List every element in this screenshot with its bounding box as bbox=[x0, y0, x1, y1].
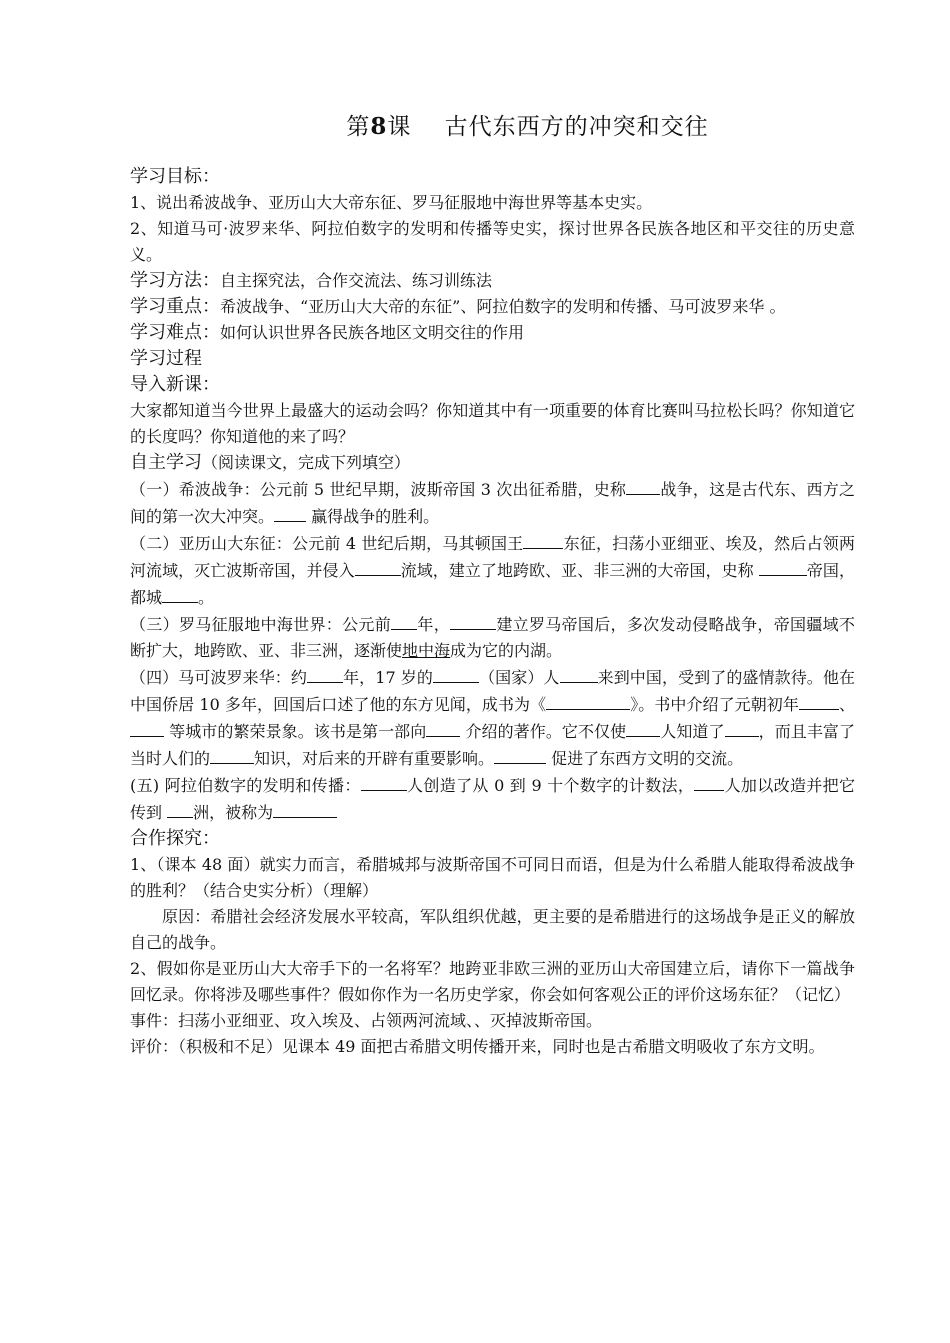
blank-war-name[interactable] bbox=[626, 476, 660, 495]
blank-city-2[interactable] bbox=[130, 718, 164, 737]
cooperation-question-1: 1、（课本 48 面）就实力而言，希腊城邦与波斯帝国不可同日而语，但是为什么希腊人能取得希波战争的胜利？（结合史实分析）（理解） bbox=[130, 855, 855, 900]
p5-text-b: 人创造了从 0 到 9 十个数字的计数法， bbox=[406, 776, 695, 795]
p4-text-c: （国家）人 bbox=[478, 668, 560, 687]
p5-text-d: 洲，被称为 bbox=[193, 803, 274, 822]
p4-text-g: 等城市的繁荣景象。该书是第一部向 bbox=[164, 722, 427, 741]
key-points-line bbox=[130, 294, 855, 320]
self-study-item-5 bbox=[130, 772, 855, 826]
blank-person[interactable] bbox=[560, 664, 598, 683]
objective-item-2: 2、知道马可·波罗来华、阿拉伯数字的发明和传播等史实，探讨世界各民族各地区和平交往的历史意义。 bbox=[130, 219, 855, 264]
worksheet-page bbox=[130, 112, 855, 1060]
blank-capital[interactable] bbox=[162, 584, 198, 603]
self-study-heading-line bbox=[130, 450, 855, 476]
p3-text-mediterranean: 地中海 bbox=[402, 641, 451, 660]
p3-text-e: 成为它的内湖。 bbox=[450, 641, 563, 660]
blank-city-1[interactable] bbox=[799, 691, 839, 710]
difficulties-line bbox=[130, 320, 855, 346]
difficulties-label: 学习难点： bbox=[130, 322, 220, 343]
cooperation-answer-1: 原因：希腊社会经济发展水平较高，军队组织优越，更主要的是希腊进行的这场战争是正义的解放自己的战争。 bbox=[130, 907, 855, 952]
objectives-heading: 学习目标： bbox=[130, 166, 220, 187]
methods-text: 自主探究法，合作交流法、练习训练法 bbox=[220, 271, 493, 290]
p2-text-e: 。 bbox=[198, 588, 215, 607]
methods-line bbox=[130, 268, 855, 294]
self-study-item-4 bbox=[130, 664, 855, 772]
p4-text-j: ，而且丰富了当时人们的 bbox=[130, 722, 855, 768]
methods-label: 学习方法： bbox=[130, 270, 220, 291]
p4-text-i: 人知道了 bbox=[660, 722, 725, 741]
self-study-item-3 bbox=[130, 611, 855, 664]
blank-promoter[interactable] bbox=[494, 745, 546, 764]
p5-text-c: 人加以改造并把它传到 bbox=[130, 776, 855, 822]
blank-people[interactable] bbox=[626, 718, 660, 737]
self-study-item-2 bbox=[130, 530, 855, 611]
blank-transmitter[interactable] bbox=[694, 772, 724, 791]
blank-winner[interactable] bbox=[274, 503, 306, 522]
objective-item-1: 1、说出希波战争、亚历山大大帝东征、罗马征服地中海世界等基本史实。 bbox=[130, 193, 653, 212]
key-points-text: 希波战争、“亚历山大大帝的东征”、阿拉伯数字的发明和传播、马可波罗来华 。 bbox=[220, 297, 786, 316]
blank-knowledge[interactable] bbox=[210, 745, 254, 764]
blank-continent[interactable] bbox=[167, 799, 193, 818]
p4-text-k: 知识，对后来的开辟有重要影响。 bbox=[254, 749, 495, 768]
title-number: 8 bbox=[370, 113, 388, 140]
cooperation-events: 事件：扫荡小亚细亚、攻入埃及、占领两河流域、、灭掉波斯帝国。 bbox=[130, 1011, 603, 1030]
intro-heading: 导入新课： bbox=[130, 374, 220, 395]
self-study-item-1 bbox=[130, 476, 855, 530]
p2-text-b: 东征，扫荡小亚细亚、埃及，然后占领两河流域，灭亡波斯帝国，并侵入 bbox=[130, 534, 855, 580]
blank-direction[interactable] bbox=[426, 718, 460, 737]
p1-text-a: （一）希波战争：公元前 5 世纪早期，波斯帝国 3 次出征希腊，史称 bbox=[130, 480, 627, 499]
blank-book[interactable] bbox=[546, 691, 630, 710]
blank-empire[interactable] bbox=[759, 557, 807, 576]
p3-text-a: （三）罗马征服地中海世界：公元前 bbox=[130, 615, 392, 634]
blank-numeral-name[interactable] bbox=[273, 799, 337, 818]
p1-text-c: 赢得战争的胜利。 bbox=[306, 507, 440, 526]
p4-text-a: （四）马可波罗来华：约 bbox=[130, 668, 307, 687]
blank-polo-year[interactable] bbox=[307, 664, 343, 683]
blank-river[interactable] bbox=[355, 557, 401, 576]
self-study-note: （阅读课文，完成下列填空） bbox=[202, 453, 411, 472]
p3-text-b: 年， bbox=[417, 615, 451, 634]
blank-king[interactable] bbox=[523, 530, 563, 549]
p4-text-e: 》。书中介绍了元朝初年 bbox=[630, 695, 799, 714]
cooperation-evaluation: 评价：（积极和不足）见课本 49 面把古希腊文明传播开来，同时也是古希腊文明吸收了东方文明。 bbox=[130, 1037, 825, 1056]
p4-text-f: 、 bbox=[838, 695, 855, 714]
lesson-title bbox=[130, 112, 855, 142]
process-heading: 学习过程 bbox=[130, 348, 202, 369]
p2-text-a: （二）亚历山大东征：公元前 4 世纪后期，马其顿国王 bbox=[130, 534, 524, 553]
self-study-heading: 自主学习 bbox=[130, 452, 202, 473]
blank-country[interactable] bbox=[433, 664, 479, 683]
p4-text-d: 来到中国，受到了的盛情款待。他在中国侨居 10 多年，回国后口述了他的东方见闻，成书为《 bbox=[130, 668, 855, 714]
p4-text-h: 介绍的著作。它不仅使 bbox=[460, 722, 627, 741]
title-prefix: 第 bbox=[346, 114, 371, 140]
key-points-label: 学习重点： bbox=[130, 296, 220, 317]
cooperation-question-2: 2、假如你是亚历山大大帝手下的一名将军？地跨亚非欧三洲的亚历山大帝国建立后，请你下一篇战争回忆录。你将涉及哪些事件？假如你作为一名历史学家，你会如何客观公正的评价这场东征？（记忆） bbox=[130, 959, 855, 1004]
p1-text-b: 战争，这是古代东、西方之间的第一次大冲突。 bbox=[130, 480, 855, 526]
intro-text: 大家都知道当今世界上最盛大的运动会吗？你知道其中有一项重要的体育比赛叫马拉松长吗？你知道它的长度吗？你知道他的来了吗？ bbox=[130, 401, 855, 446]
p2-text-d: 帝国，都城 bbox=[130, 561, 855, 607]
title-name: 古代东西方的冲突和交往 bbox=[444, 114, 709, 140]
p4-text-b: 年，17 岁的 bbox=[343, 668, 433, 687]
p3-text-c: 建立罗马帝国后，多次发动侵略战争，帝国疆域不断扩大，地跨欧、亚、非三洲，逐渐使 bbox=[130, 615, 855, 660]
blank-inventor[interactable] bbox=[361, 772, 407, 791]
p2-text-c: 流域，建立了地跨欧、亚、非三洲的大帝国，史称 bbox=[400, 561, 759, 580]
blank-founder[interactable] bbox=[450, 611, 496, 630]
blank-year[interactable] bbox=[391, 611, 417, 630]
difficulties-text: 如何认识世界各民族各地区文明交往的作用 bbox=[220, 323, 525, 342]
p4-text-l: 促进了东西方文明的交流。 bbox=[546, 749, 744, 768]
title-suffix: 课 bbox=[387, 114, 412, 140]
blank-known[interactable] bbox=[725, 718, 759, 737]
cooperation-heading: 合作探究： bbox=[130, 828, 220, 849]
p5-text-a: (五) 阿拉伯数字的发明和传播： bbox=[130, 776, 361, 795]
